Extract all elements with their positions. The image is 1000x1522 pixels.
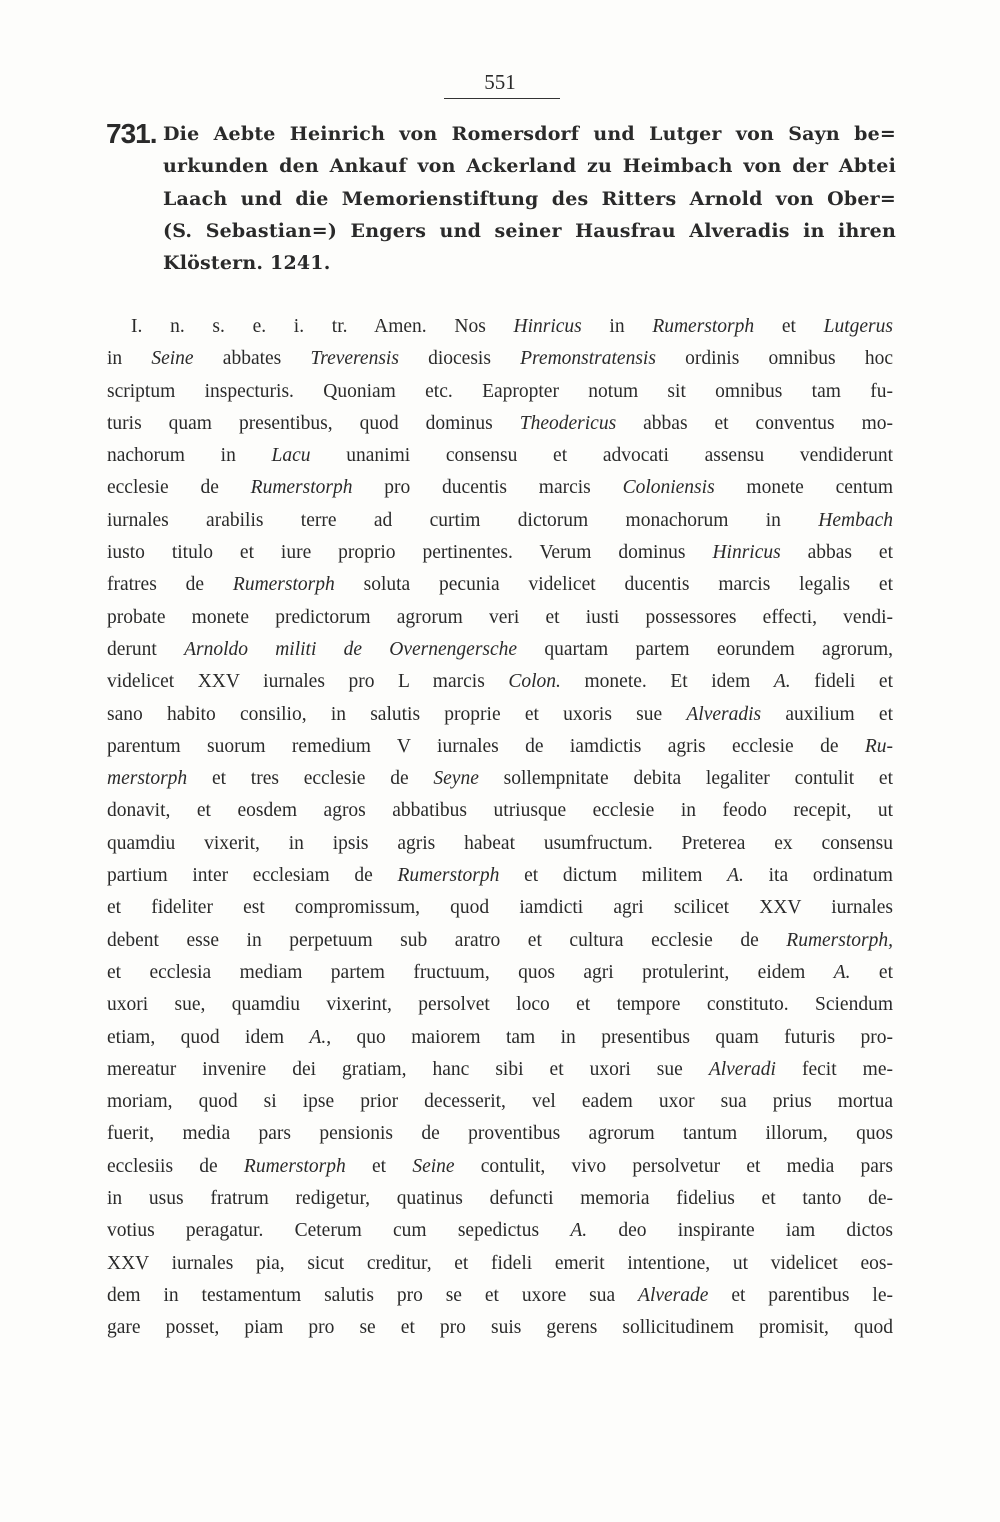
body-text: et ecclesia mediam partem fructuum, quos agri protulerint, eidem	[107, 961, 834, 983]
body-text: ita ordinatum	[743, 865, 893, 887]
body-line	[107, 472, 893, 504]
body-text: gare posset, piam pro se et pro suis gerens sollicitudinem promisit, quod	[107, 1317, 893, 1339]
italic-name-text: A.	[570, 1220, 588, 1242]
body-line	[107, 537, 893, 569]
italic-name-text: Treverensis	[310, 348, 399, 370]
body-line	[107, 731, 893, 763]
body-line	[107, 634, 893, 666]
italic-name-text: Hinricus	[513, 316, 582, 337]
body-text: deo inspirante iam dictos	[587, 1220, 893, 1242]
italic-name-text: Seine	[151, 348, 194, 370]
document-heading	[163, 118, 896, 279]
italic-name-text: A.	[833, 961, 851, 983]
body-line	[107, 602, 893, 634]
body-line	[107, 1086, 893, 1118]
body-text: parentum suorum remedium V iurnales de iamdictis agris ecclesie de	[107, 735, 865, 757]
body-text: et	[754, 316, 824, 337]
body-text: et	[345, 1155, 413, 1177]
body-line	[107, 376, 893, 408]
italic-name-text: Ru-	[864, 735, 893, 757]
italic-name-text: Alverade	[638, 1284, 709, 1306]
heading-line: Laach und die Memorienstiftung des Ritters Arnold von Ober=	[163, 187, 896, 210]
body-line	[107, 569, 893, 601]
italic-name-text: Seine	[412, 1155, 455, 1177]
body-text: mereatur invenire dei gratiam, hanc sibi et uxori sue	[107, 1058, 709, 1080]
heading-line: (S. Sebastian=) Engers und seiner Hausfrau Alveradis in ihren	[163, 219, 896, 242]
body-text: quamdiu vixerit, in ipsis agris habeat usumfructum. Preterea ex consensu	[107, 832, 893, 854]
body-text: iurnales arabilis terre ad curtim dictorum monachorum in	[107, 509, 819, 531]
italic-name-text: Alveradis	[686, 703, 762, 725]
body-text: in	[581, 316, 653, 337]
body-line	[107, 828, 893, 860]
body-line	[107, 666, 893, 698]
body-text: auxilium et	[761, 703, 893, 725]
italic-name-text: A.	[727, 865, 744, 887]
body-text: sollempnitate debita legaliter contulit et	[478, 768, 893, 790]
italic-name-text: Seyne	[433, 768, 479, 790]
italic-name-text: Coloniensis	[622, 477, 715, 499]
body-text: fecit me-	[775, 1058, 893, 1080]
body-text: votius peragatur. Ceterum cum sepedictus	[107, 1220, 571, 1242]
body-text: et tres ecclesie de	[187, 768, 434, 790]
italic-name-text: Rumerstorph	[243, 1155, 346, 1177]
body-text: nachorum in	[107, 445, 272, 467]
body-text: dem in testamentum salutis pro se et uxore sua	[107, 1284, 639, 1306]
body-text: ordinis omnibus hoc	[655, 348, 893, 370]
body-text: in	[107, 348, 152, 370]
body-text: videlicet XXV iurnales pro L marcis	[107, 671, 509, 693]
italic-name-text: A.	[309, 1026, 327, 1048]
body-text: XXV iurnales pia, sicut creditur, et fideli emerit intentione, ut videlicet eos-	[107, 1252, 893, 1274]
italic-name-text: Theodericus	[519, 412, 617, 434]
body-text: donavit, et eosdem agros abbatibus utriusque ecclesie in feodo recepit, ut	[107, 800, 893, 822]
body-text: unanimi consensu et advocati assensu vendiderunt	[310, 445, 893, 467]
heading-line: urkunden den Ankauf von Ackerland zu Heimbach von der Abtei	[163, 155, 896, 178]
body-line	[107, 1022, 893, 1054]
body-text: monete. Et idem	[560, 671, 774, 693]
body-text: fideli et	[790, 671, 893, 693]
body-text: ecclesiis de	[107, 1155, 244, 1177]
body-line	[107, 1215, 893, 1247]
body-text: diocesis	[398, 348, 521, 370]
body-text: ecclesie de	[107, 477, 251, 499]
body-text: iusto titulo et iure proprio pertinentes. Verum dominus	[107, 542, 713, 564]
body-line	[107, 408, 893, 440]
body-line	[107, 311, 893, 343]
italic-name-text: Alveradi	[708, 1058, 776, 1080]
body-line	[107, 795, 893, 827]
body-text: fuerit, media pars pensionis de proventibus agrorum tantum illorum, quos	[107, 1123, 893, 1145]
body-text: abbas et conventus mo-	[616, 412, 893, 434]
body-line	[107, 699, 893, 731]
body-line	[107, 763, 893, 795]
body-text: abbas et	[780, 542, 893, 564]
italic-name-text: Rumerstorph	[397, 865, 500, 887]
body-text: soluta pecunia videlicet ducentis marcis legalis et	[334, 574, 893, 596]
italic-name-text: A.	[773, 671, 791, 693]
body-line	[107, 1054, 893, 1086]
body-text: et fideliter est compromissum, quod iamdicti agri scilicet XXV iurnales	[107, 897, 893, 919]
body-line	[107, 957, 893, 989]
body-text: et parentibus le-	[708, 1284, 893, 1306]
body-text: derunt	[107, 638, 185, 660]
page-number-rule	[444, 98, 560, 99]
body-line	[107, 1183, 893, 1215]
body-text: uxori sue, quamdiu vixerint, persolvet loco et tempore constituto. Sciendum	[107, 994, 893, 1016]
italic-name-text: Hinricus	[712, 542, 781, 564]
body-text: pro ducentis marcis	[352, 477, 623, 499]
page-number: 551	[484, 70, 516, 94]
body-text: sano habito consilio, in salutis proprie et uxoris sue	[107, 703, 687, 725]
body-text: scriptum inspecturis. Quoniam etc. Eapropter notum sit omnibus tam fu-	[107, 380, 893, 402]
body-text: in usus fratrum redigetur, quatinus defuncti memoria fidelius et tanto de-	[107, 1188, 893, 1210]
body-text: et	[850, 961, 893, 983]
body-text: probate monete predictorum agrorum veri et iusti possessores effecti, vendi-	[107, 606, 893, 628]
italic-name-text: Arnoldo militi de Overnengersche	[184, 638, 518, 660]
body-line	[107, 343, 893, 375]
body-text: et dictum militem	[499, 865, 728, 887]
body-line	[107, 892, 893, 924]
body-text: I. n. s. e. i. tr. Amen. Nos	[131, 316, 514, 337]
body-text: monete centum	[714, 477, 893, 499]
body-text: partium inter ecclesiam de	[107, 865, 398, 887]
body-line	[107, 1151, 893, 1183]
body-line	[107, 925, 893, 957]
body-text: , quo maiorem tam in presentibus quam futuris pro-	[326, 1026, 893, 1048]
body-line	[107, 1280, 893, 1312]
document-number: 731.	[106, 118, 157, 149]
italic-name-text: Rumerstorph	[232, 574, 335, 596]
italic-name-text: Rumerstorph,	[786, 929, 893, 951]
italic-name-text: Lutgerus	[823, 316, 893, 337]
body-text: abbates	[193, 348, 311, 370]
body-line	[107, 1312, 893, 1344]
italic-name-text: Lacu	[271, 445, 311, 467]
italic-name-text: Colon.	[508, 671, 561, 693]
body-line	[107, 440, 893, 472]
body-line	[107, 860, 893, 892]
italic-name-text: merstorph	[107, 768, 188, 790]
body-text: fratres de	[107, 574, 233, 596]
document-body	[107, 311, 893, 1345]
body-text: etiam, quod idem	[107, 1026, 310, 1048]
body-text: quartam partem eorundem agrorum,	[517, 638, 893, 660]
body-line	[107, 505, 893, 537]
italic-name-text: Hembach	[818, 509, 893, 531]
body-text: debent esse in perpetuum sub aratro et cultura ecclesie de	[107, 929, 787, 951]
body-line	[107, 1118, 893, 1150]
italic-name-text: Rumerstorph	[250, 477, 353, 499]
heading-line: Klöstern. 1241.	[163, 252, 331, 275]
body-text: moriam, quod si ipse prior decesserit, vel eadem uxor sua prius mortua	[107, 1091, 893, 1113]
heading-line: Die Aebte Heinrich von Romersdorf und Lutger von Sayn be=	[163, 123, 896, 145]
body-text: turis quam presentibus, quod dominus	[107, 412, 520, 434]
body-line	[107, 989, 893, 1021]
italic-name-text: Rumerstorph	[652, 316, 755, 337]
body-line	[107, 1248, 893, 1280]
body-text: contulit, vivo persolvetur et media pars	[454, 1155, 893, 1177]
italic-name-text: Premonstratensis	[520, 348, 656, 370]
